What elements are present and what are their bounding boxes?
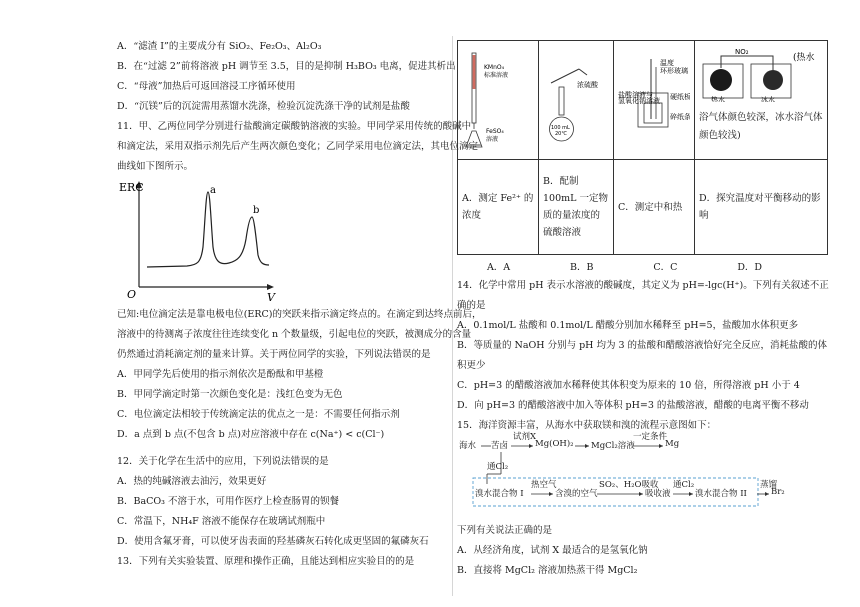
q11-option-b: B．甲同学滴定时第一次颜色变化是：浅红色变为无色 <box>117 389 343 400</box>
q10-option-c: C．“母液”加热后可返回溶浸工序循环使用 <box>117 81 296 92</box>
q15-option-a: A．从经济角度，试剂 X 最适合的是氢氧化钠 <box>457 545 648 556</box>
right-column <box>457 40 829 577</box>
flow-cl2-a: 通Cl₂ <box>487 462 509 472</box>
q12-stem: 12．关于化学在生活中的应用，下列说法错误的是 <box>117 456 329 467</box>
q12-option-b: B．BaCO₃ 不溶于水，可用作医疗上检查肠胃的钡餐 <box>117 496 340 507</box>
q14-stem-1: 14．化学中常用 pH 表示水溶液的酸碱度，其定义为 pH=-lgc(H⁺)。下列有关叙述不正 <box>457 280 829 291</box>
q13-choices <box>457 255 792 279</box>
peak-a-label: a <box>210 185 216 196</box>
svg-text:温度: 温度 <box>660 58 674 67</box>
q11-note-2: 溶液中的待测离子浓度往往连续变化 n 个数量级，引起电位的突跃，被测成分的含量 <box>117 329 472 340</box>
option-d-cell: D．探究温度对平衡移动的影响 <box>695 160 828 255</box>
apparatus-d-caption: 浴气体颜色较深，冰水浴气体颜色较浅) <box>699 112 823 141</box>
flow-mix2: 溴水混合物 II <box>695 489 747 499</box>
choice-d: D．D <box>737 262 763 273</box>
seawater-flowchart <box>457 434 792 524</box>
choice-b: B．B <box>570 262 594 273</box>
peak-b-label: b <box>253 205 260 216</box>
svg-text:KMnO₄: KMnO₄ <box>484 63 505 71</box>
option-a-cell: A．测定 Fe²⁺ 的浓度 <box>458 160 539 255</box>
flow-distill: 蒸馏 <box>760 480 778 490</box>
flow-seawater: 海水 <box>459 441 477 451</box>
svg-text:环形玻璃: 环形玻璃 <box>660 66 688 75</box>
svg-text:热水: 热水 <box>711 96 725 102</box>
option-c-cell: C．测定中和热 <box>614 160 695 255</box>
svg-text:NO₂: NO₂ <box>735 48 749 56</box>
flow-mg: Mg <box>665 439 680 449</box>
q14-option-c: C．pH=3 的醋酸溶液加水稀释使其体积变为原来的 10 倍，所得溶液 pH 小于 4 <box>457 380 800 391</box>
q14-option-b-2: 积更少 <box>457 360 486 371</box>
svg-text:标准溶液: 标准溶液 <box>484 71 509 79</box>
apparatus-c-cell <box>614 41 695 160</box>
q14-stem-2: 确的是 <box>457 300 486 311</box>
svg-text:硬纸板: 硬纸板 <box>670 92 690 101</box>
q11-option-a: A．甲同学先后使用的指示剂依次是酚酞和甲基橙 <box>117 369 324 380</box>
q14-option-a: A．0.1mol/L 盐酸和 0.1mol/L 醋酸分别加水稀释至 pH=5，盐酸加水体积更多 <box>457 320 799 331</box>
q12-option-a: A．热的纯碱溶液去油污，效果更好 <box>117 476 267 487</box>
flow-air: 热空气 <box>531 480 557 490</box>
q14-option-d: D．向 pH=3 的醋酸溶液中加入等体积 pH=3 的盐酸溶液，醋酸的电离平衡不移动 <box>457 400 809 411</box>
flow-mgoh2: Mg(OH)₂ <box>535 439 574 449</box>
q12-option-d: D．使用含氟牙膏，可以使牙齿表面的羟基磷灰石转化成更坚固的氟磷灰石 <box>117 536 429 547</box>
svg-text:FeSO₄: FeSO₄ <box>486 127 504 135</box>
svg-text:浓硫酸: 浓硫酸 <box>577 80 598 89</box>
origin-label: O <box>127 288 137 301</box>
choice-c: C．C <box>653 262 678 273</box>
x-axis-label: V <box>267 291 275 302</box>
titration-apparatus-icon <box>462 47 534 151</box>
q11-option-c: C．电位滴定法相较于传统滴定法的优点之一是：不需要任何指示剂 <box>117 409 400 420</box>
q11-option-d: D．a 点到 b 点(不包含 b 点)对应溶液中存在 c(Na⁺) < c(Cl⁻) <box>117 429 385 440</box>
q11-stem-3: 曲线如下图所示。 <box>117 161 194 172</box>
flow-mix1: 溴水混合物 I <box>475 489 524 499</box>
flow-cl2-b: 通Cl₂ <box>673 480 695 490</box>
erc-titration-curve <box>119 177 279 302</box>
q15-option-b: B．直接将 MgCl₂ 溶液加热蒸干得 MgCl₂ <box>457 565 638 576</box>
flow-condition: 一定条件 <box>633 432 668 442</box>
no2-equilibrium-icon <box>699 44 823 102</box>
q14-option-b-1: B．等质量的 NaOH 分别与 pH 均为 3 的盐酸和醋酸溶液恰好完全反应，消耗盐酸的体 <box>457 340 828 351</box>
svg-text:盐酸溶液与: 盐酸溶液与 <box>618 90 653 99</box>
flow-br-air: 含溴的空气 <box>555 489 598 499</box>
svg-text:溶液: 溶液 <box>486 135 499 143</box>
svg-text:冰水: 冰水 <box>761 96 775 102</box>
flow-so2: SO₂、H₂O吸收 <box>599 480 659 490</box>
svg-text:碎纸条: 碎纸条 <box>670 112 690 121</box>
svg-text:(热水: (热水 <box>793 53 815 63</box>
y-axis-label: ERC <box>119 181 144 194</box>
option-b-cell: B．配制 100mL 一定物质的量浓度的硫酸溶液 <box>539 160 614 255</box>
volumetric-flask-icon <box>543 47 609 151</box>
apparatus-d-cell <box>695 41 828 160</box>
q10-option-b: B．在“过滤 2”前将溶液 pH 调节至 3.5，目的是抑制 H₃BO₃ 电离，促进其析出 <box>117 61 456 72</box>
svg-text:氢氧化钠溶液: 氢氧化钠溶液 <box>618 96 660 105</box>
choice-a: A．A <box>486 262 511 273</box>
q10-option-a: A．“滤渣 I”的主要成分有 SiO₂、Fe₂O₃、Al₂O₃ <box>117 41 322 52</box>
q12-option-c: C．常温下，NH₄F 溶液不能保存在玻璃试剂瓶中 <box>117 516 326 527</box>
q11-note-3: 仍然通过消耗滴定剂的量来计算。关于两位同学的实验，下列说法错误的是 <box>117 349 431 360</box>
calorimeter-icon <box>618 47 690 151</box>
q10-option-d: D．“沉镁”后的沉淀需用蒸馏水洗涤，检验沉淀洗涤干净的试剂是盐酸 <box>117 101 410 112</box>
q11-stem-1: 11．甲、乙两位同学分别进行盐酸滴定碳酸钠溶液的实验。甲同学采用传统的酸碱中 <box>117 121 472 132</box>
q15-prompt: 下列有关说法正确的是 <box>457 525 553 536</box>
q15-stem: 15．海洋资源丰富，从海水中获取镁和溴的流程示意图如下： <box>457 420 717 431</box>
q13-experiment-table <box>457 40 828 255</box>
flow-reagent-x: 试剂X <box>513 432 537 442</box>
flow-br2: Br₂ <box>771 487 785 497</box>
apparatus-a-cell <box>458 41 539 160</box>
flow-bittern: 苦卤 <box>491 441 509 451</box>
q11-stem-2: 和滴定法，采用双指示剂先后产生两次颜色变化；乙同学采用电位滴定法，其电位滴定 <box>117 141 479 152</box>
x-axis-arrow <box>267 284 274 290</box>
flow-mgcl2: MgCl₂溶液 <box>591 441 635 451</box>
flow-absorb: 吸收液 <box>645 489 671 499</box>
apparatus-b-cell <box>539 41 614 160</box>
erc-curve <box>147 192 269 267</box>
svg-text:20℃: 20℃ <box>555 130 567 137</box>
svg-text:100 mL: 100 mL <box>551 124 570 131</box>
q11-note-1: 已知:电位滴定法是靠电极电位(ERC)的突跃来指示滴定终点的。在滴定到达终点前后， <box>117 309 482 320</box>
q13-stem: 13．下列有关实验装置、原理和操作正确，且能达到相应实验目的的是 <box>117 556 415 567</box>
